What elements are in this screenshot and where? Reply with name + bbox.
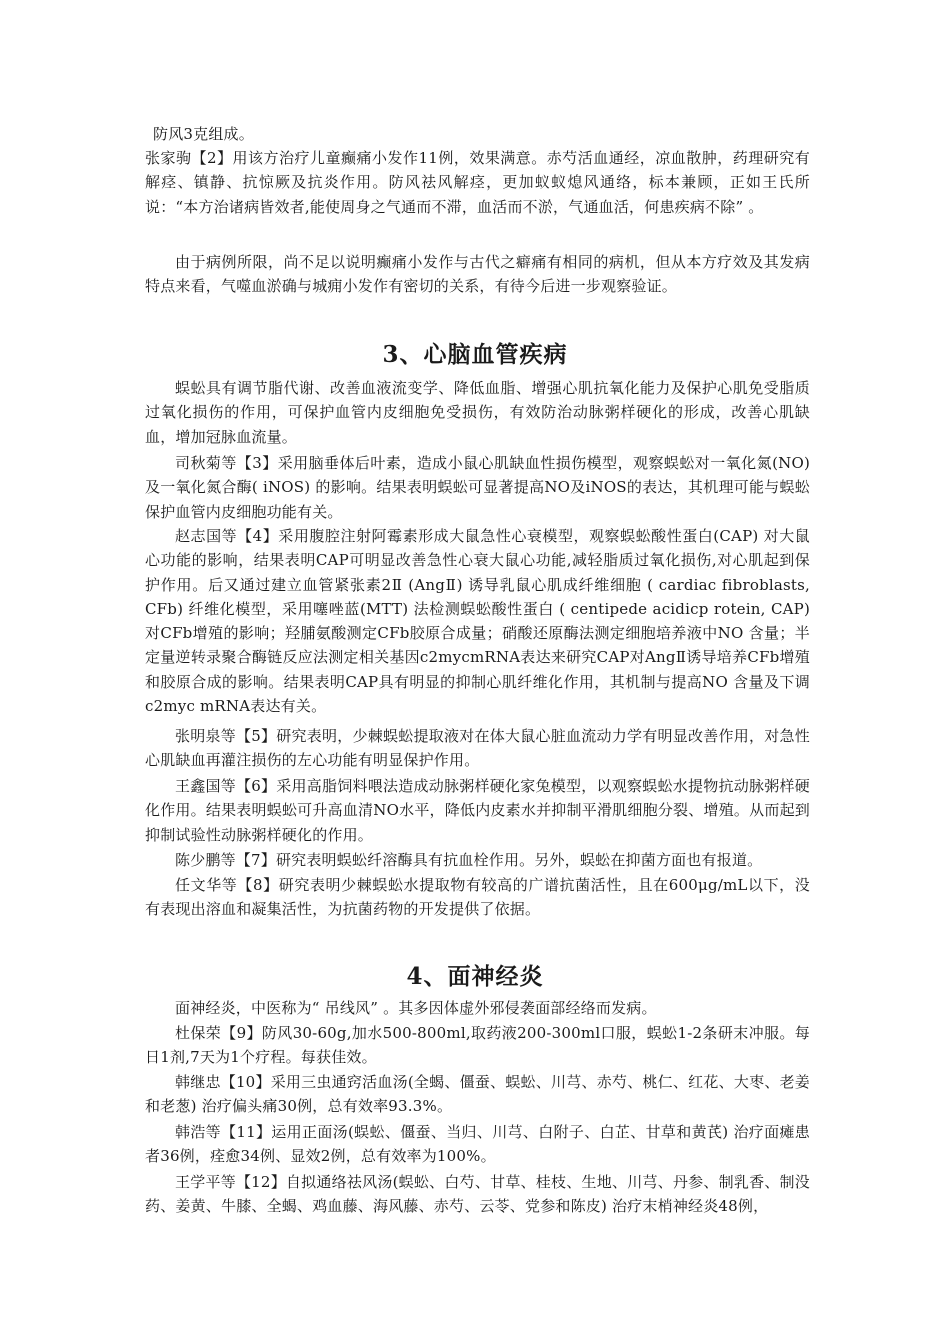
paragraph: 蜈蚣具有调节脂代谢、改善血液流变学、降低血脂、增强心肌抗氧化能力及保护心肌免受脂质过氧化损伤的作用，可保护血管内皮细胞免受损伤，有效防治动脉粥样硬化的形成，改善心肌缺血，增加冠脉血流量。: [145, 379, 810, 446]
paragraph: 面神经炎，中医称为“ 吊线风” 。其多因体虚外邪侵袭面部经络而发病。: [175, 999, 657, 1017]
paragraph: 王鑫国等【6】采用高脂饲料喂法造成动脉粥样硬化家兔模型，以观察蜈蚣水提物抗动脉粥样硬化作用。结果表明蜈蚣可升高血清NO水平，降低内皮素水并抑制平滑肌细胞分裂、增殖。从而起到抑制试验性动脉粥样硬化的作用。: [145, 777, 810, 844]
paragraph: 由于病例所限，尚不足以说明癫痛小发作与古代之癖痛有相同的病机，但从本方疗效及其发病特点来看，气噬血淤确与城痈小发作有密切的关系，有待今后进一步观察验证。: [145, 253, 810, 296]
paragraph: 张明泉等【5】研究表明，少棘蜈蚣提取液对在体大鼠心脏血流动力学有明显改善作用，对急性心肌缺血再灌注损伤的左心功能有明显保护作用。: [145, 727, 810, 770]
section-heading-facial-neuritis: 4、面神经炎: [406, 963, 544, 990]
paragraph: 司秋菊等【3】采用脑垂体后叶素，造成小鼠心肌缺血性损伤模型，观察蜈蚣对一氧化氮(NO) 及一氧化氮合酶( iNOS) 的影响。结果表明蜈蚣可显著提高NO及iNOS的表达，其机理可能与蜈蚣保护血管内皮细胞功能有关。: [145, 454, 810, 521]
paragraph: 任文华等【8】研究表明少棘蜈蚣水提取物有较高的广谱抗菌活性，且在600μg/mL以下，没有表现出溶血和凝集活性，为抗菌药物的开发提供了依据。: [145, 876, 810, 919]
paragraph-fragment: 防风3克组成。: [153, 125, 254, 143]
paragraph: 韩继忠【10】采用三虫通窍活血汤(全蝎、僵蚕、蜈蚣、川芎、赤芍、桃仁、红花、大枣、老姜和老葱) 治疗偏头痛30例，总有效率93.3%。: [145, 1073, 810, 1116]
paragraph: 王学平等【12】自拟通络祛风汤(蜈蚣、白芍、甘草、桂枝、生地、川芎、丹参、制乳香、制没药、姜黄、牛膝、全蝎、鸡血藤、海风藤、赤芍、云苓、党参和陈皮) 治疗末梢神经炎48例，: [145, 1173, 810, 1216]
paragraph: 赵志国等【4】采用腹腔注射阿霉素形成大鼠急性心衰模型，观察蜈蚣酸性蛋白(CAP) 对大鼠心功能的影响，结果表明CAP可明显改善急性心衰大鼠心功能,减轻脂质过氧化损伤,对心肌起到保护作用。后又通过建立血管紧张素2Ⅱ (AngⅡ) 诱导乳鼠心肌成纤维细胞 ( cardiac fibroblasts, CFb) 纤维化模型，采用噻唑蓝(MTT) 法检测蜈蚣酸性蛋白 ( centipede acidicp rotein, CAP) 对CFb增殖的影响；羟脯氨酸测定CFb胶原合成量；硝酸还原酶法测定细胞培养液中NO 含量；半定量逆转录聚合酶链反应法测定相关基因c2mycmRNA表达来研究CAP对AngⅡ诱导培养CFb增殖和胶原合成的影响。结果表明CAP具有明显的抑制心肌纤维化作用，其机制与提高NO 含量及下调c2myc mRNA表达有关。: [145, 527, 810, 716]
paragraph: 韩浩等【11】运用正面汤(蜈蚣、僵蚕、当归、川芎、白附子、白芷、甘草和黄芪) 治疗面瘫患者36例，痊愈34例、显效2例，总有效率为100%。: [145, 1123, 810, 1166]
section-heading-cardiovascular: 3、心脑血管疾病: [382, 341, 568, 368]
paragraph: 杜保荣【9】防风30-60g,加水500-800ml,取药液200-300ml口服，蜈蚣1-2条研末冲服。每日1剂,7天为1个疗程。每获佳效。: [145, 1024, 810, 1067]
paragraph: 张家驹【2】用该方治疗儿童癫痛小发作11例，效果满意。赤芍活血通经，凉血散肿，药理研究有解痉、镇静、抗惊厥及抗炎作用。防风祛风解痉，更加蚁蚁熄风通络，标本兼顾，正如王氏所说：“本方治诸病皆效者,能使周身之气通而不滞，血活而不淤，气通血活，何患疾病不除” 。: [145, 149, 810, 216]
paragraph: 陈少鹏等【7】研究表明蜈蚣纤溶酶具有抗血栓作用。另外，蜈蚣在抑菌方面也有报道。: [175, 851, 763, 869]
